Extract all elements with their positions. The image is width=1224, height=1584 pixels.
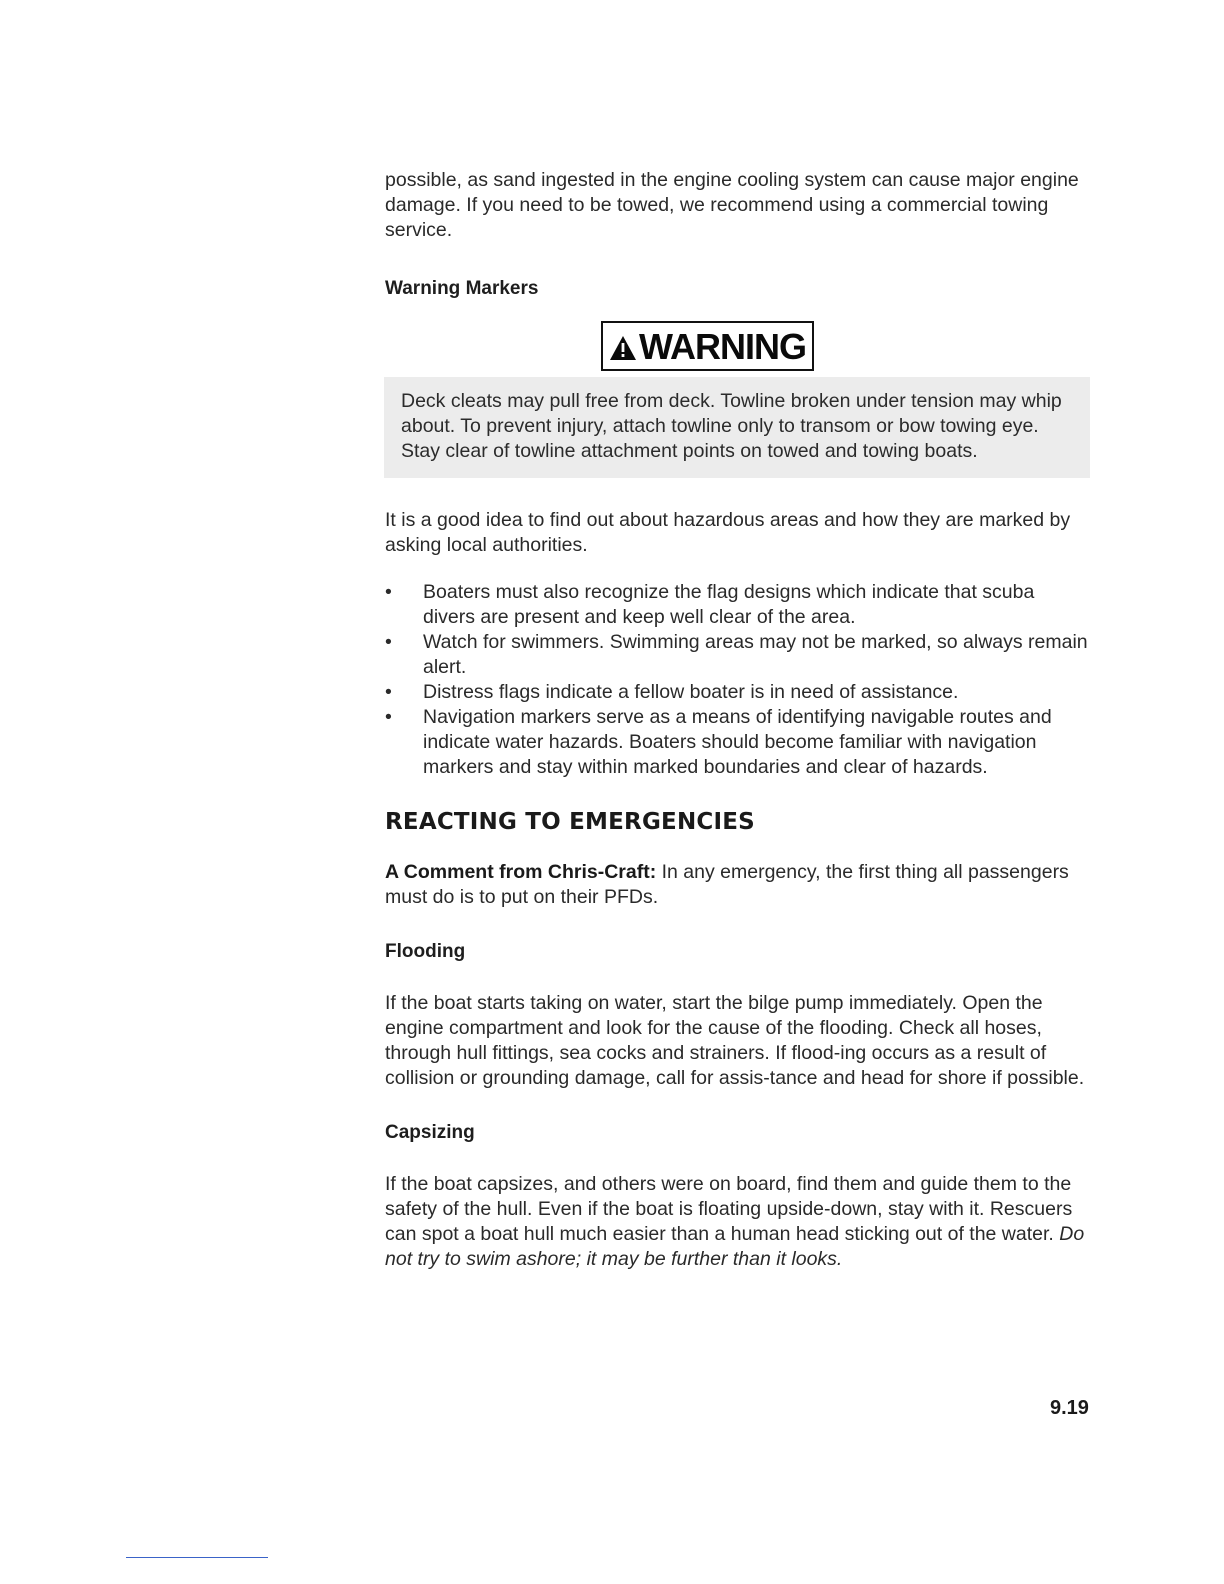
footer-rule (126, 1557, 268, 1558)
warning-label-container (325, 321, 1090, 371)
hazard-paragraph: It is a good idea to find out about hazardous areas and how they are marked by asking local authorities. (385, 509, 1071, 556)
warning-text: Deck cleats may pull free from deck. Towline broken under tension may whip about. To prevent injury, attach towline only to transom or bow towing eye. Stay clear of towline attachment points on towed and towing boats. (401, 390, 1062, 462)
bullet-icon: • (385, 581, 392, 603)
warning-label (601, 321, 814, 371)
capsizing-heading: Capsizing (385, 1122, 475, 1143)
flooding-heading: Flooding (385, 941, 466, 962)
intro-paragraph: possible, as sand ingested in the engine cooling system can cause major engine damage. If you need to be towed, we recommend using a commercial towing service. (385, 169, 1079, 241)
warning-box (384, 377, 1090, 478)
list-item: • Boaters must also recognize the flag designs which indicate that scuba divers are present and keep well clear of the area. (385, 581, 1035, 628)
bullet-list (385, 580, 1090, 780)
capsizing-paragraph (385, 1172, 1090, 1272)
flooding-paragraph: If the boat starts taking on water, start the bilge pump immediately. Open the engine compartment and look for the cause of the flooding. Check all hoses, through hull fittings, sea cocks and strainers. If flood-ing occurs as a result of collision or grounding damage, call for assis-tance and head for shore if possible. (385, 992, 1085, 1089)
list-item: • Distress flags indicate a fellow boater is in need of assistance. (385, 681, 959, 703)
capsizing-italic-text: Do not try to swim ashore; it may be further than it looks. (385, 1223, 1085, 1270)
list-item: • Watch for swimmers. Swimming areas may not be marked, so always remain alert. (385, 631, 1088, 678)
warning-triangle-icon (609, 335, 637, 361)
bullet-icon: • (385, 681, 392, 703)
page-number: 9.19 (1050, 1397, 1089, 1419)
section-heading-emergencies: REACTING TO EMERGENCIES (385, 809, 755, 835)
comment-label: A Comment from Chris-Craft: (385, 861, 657, 883)
page-content (385, 168, 1090, 1272)
list-item: • Navigation markers serve as a means of identifying navigable routes and indicate water hazards. Boaters should become familiar with navigation markers and stay within marked boundaries and clear of hazards. (385, 706, 1052, 778)
bullet-icon: • (385, 706, 392, 728)
warning-markers-heading: Warning Markers (385, 278, 539, 299)
comment-paragraph (385, 860, 1090, 910)
capsizing-text: If the boat capsizes, and others were on board, find them and guide them to the safety of the hull. Even if the boat is floating upside-down, stay with it. Rescuers can spot a boat hull much easier than a human head sticking out of the water. (385, 1173, 1073, 1245)
comment-text: In any emergency, the first thing all passengers must do is to put on their PFDs. (385, 861, 1069, 908)
warning-label-text: WARNING (639, 326, 806, 367)
bullet-icon: • (385, 631, 392, 653)
